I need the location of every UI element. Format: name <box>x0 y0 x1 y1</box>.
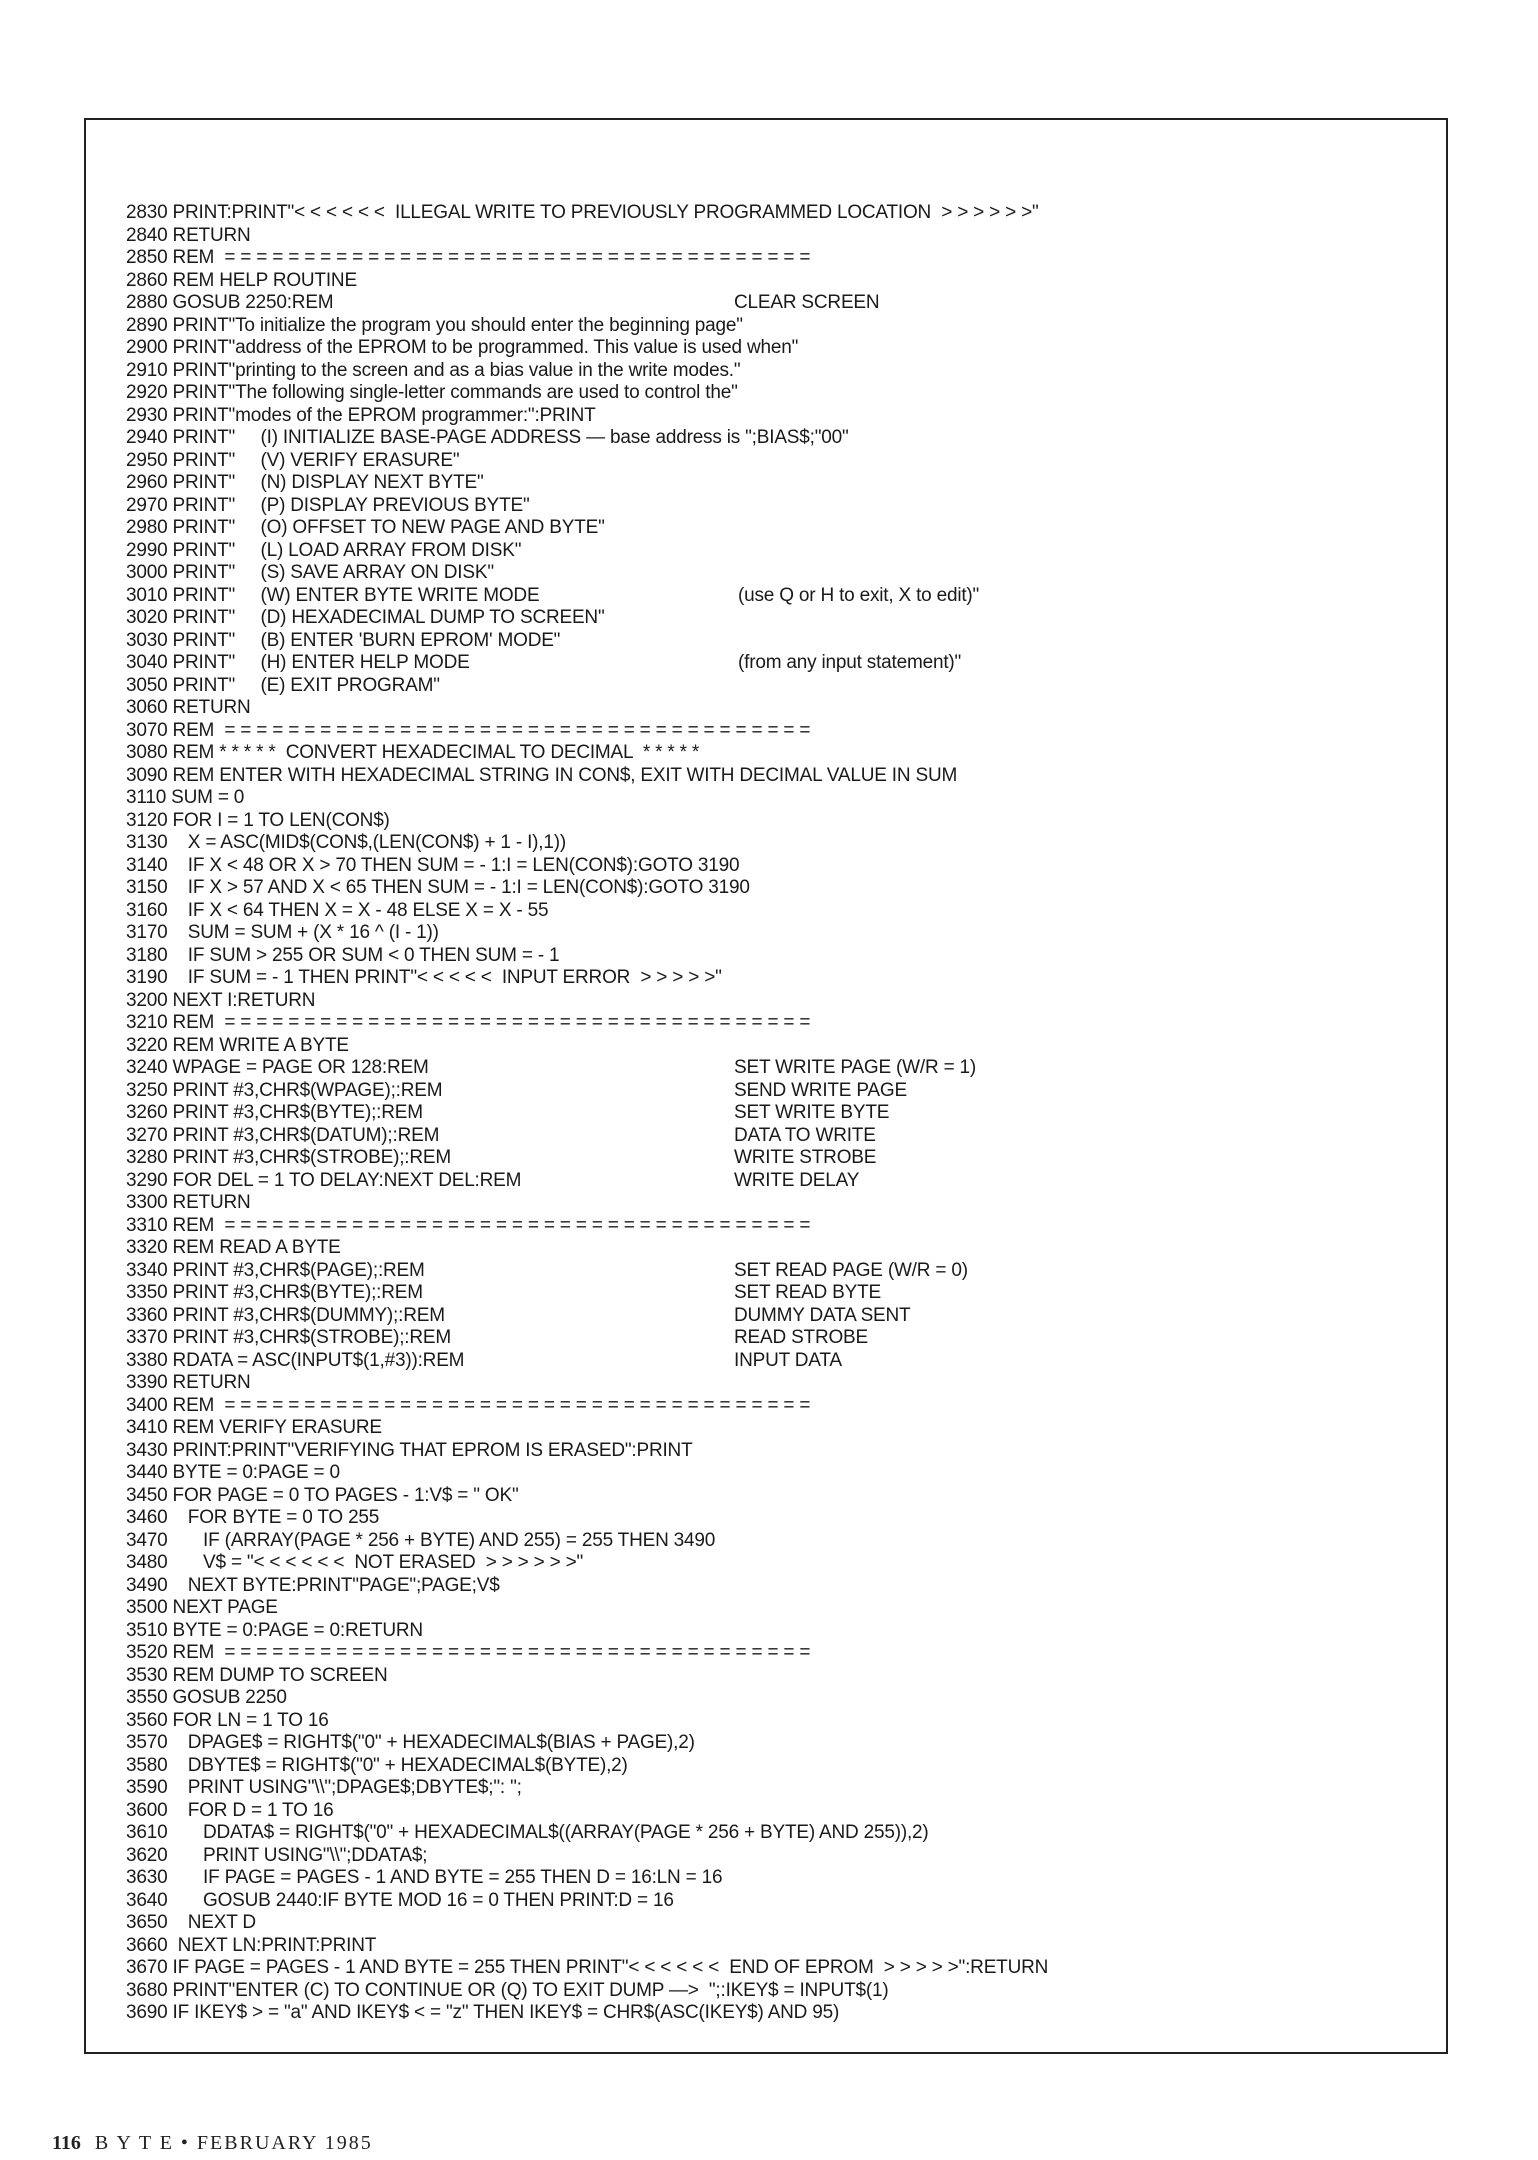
code-line <box>126 922 1426 945</box>
code-line <box>126 1012 1426 1035</box>
code-text: 2850 REM = = = = = = = = = = = = = = = = = = = = = = = = = = = = = = = = = = = = = <box>126 247 811 268</box>
code-line <box>126 382 1426 405</box>
code-line <box>126 1102 1426 1125</box>
code-text: 2880 GOSUB 2250:REM <box>126 292 334 313</box>
code-line <box>126 1237 1426 1260</box>
code-text: 3040 PRINT" (H) ENTER HELP MODE <box>126 652 470 673</box>
code-text: 3220 REM WRITE A BYTE <box>126 1034 349 1056</box>
code-line <box>126 1575 1426 1598</box>
code-line <box>126 1620 1426 1643</box>
code-text: 3400 REM = = = = = = = = = = = = = = = = = = = = = = = = = = = = = = = = = = = = = <box>126 1394 811 1416</box>
code-comment: READ STROBE <box>734 1327 868 1348</box>
code-line <box>126 1080 1426 1103</box>
code-comment: INPUT DATA <box>734 1349 842 1371</box>
code-text: 3300 RETURN <box>126 1192 251 1213</box>
code-line <box>126 697 1426 720</box>
code-text: 3480 V$ = "< < < < < < NOT ERASED > > > > > >" <box>126 1552 584 1573</box>
code-listing <box>126 202 1426 2025</box>
code-text: 3600 FOR D = 1 TO 16 <box>126 1799 334 1821</box>
code-text: 3450 FOR PAGE = 0 TO PAGES - 1:V$ = " OK" <box>126 1484 519 1506</box>
code-line <box>126 1980 1426 2003</box>
code-text: 3460 FOR BYTE = 0 TO 255 <box>126 1507 380 1528</box>
code-text: 3270 PRINT #3,CHR$(DATUM);:REM <box>126 1124 440 1146</box>
code-line <box>126 967 1426 990</box>
code-line <box>126 225 1426 248</box>
code-line <box>126 405 1426 428</box>
code-line <box>126 787 1426 810</box>
code-line <box>126 1395 1426 1418</box>
code-line <box>126 247 1426 270</box>
code-line <box>126 495 1426 518</box>
code-text: 2890 PRINT"To initialize the program you should enter the beginning page" <box>126 314 743 336</box>
code-text: 2910 PRINT"printing to the screen and as a bias value in the write modes." <box>126 359 741 381</box>
code-line <box>126 630 1426 653</box>
code-comment: DUMMY DATA SENT <box>734 1304 911 1326</box>
code-text: 3120 FOR I = 1 TO LEN(CON$) <box>126 809 390 831</box>
code-text: 2830 PRINT:PRINT"< < < < < < ILLEGAL WRITE TO PREVIOUSLY PROGRAMMED LOCATION > > > > > >" <box>126 202 1039 223</box>
code-line <box>126 292 1426 315</box>
code-text: 3030 PRINT" (B) ENTER 'BURN EPROM' MODE" <box>126 629 561 651</box>
page-number: 116 <box>52 2132 81 2154</box>
code-line <box>126 315 1426 338</box>
code-line <box>126 1147 1426 1170</box>
code-text: 2860 REM HELP ROUTINE <box>126 269 357 291</box>
code-text: 3620 PRINT USING"\\";DDATA$; <box>126 1844 428 1866</box>
code-line <box>126 1710 1426 1733</box>
code-text: 3560 FOR LN = 1 TO 16 <box>126 1709 329 1731</box>
code-text: 3190 IF SUM = - 1 THEN PRINT"< < < < < INPUT ERROR > > > > >" <box>126 967 722 988</box>
code-line <box>126 652 1426 675</box>
code-line <box>126 517 1426 540</box>
code-text: 3370 PRINT #3,CHR$(STROBE);:REM <box>126 1327 451 1348</box>
code-line <box>126 1462 1426 1485</box>
code-line <box>126 1057 1426 1080</box>
code-text: 3250 PRINT #3,CHR$(WPAGE);:REM <box>126 1079 443 1101</box>
code-line <box>126 472 1426 495</box>
code-text: 3210 REM = = = = = = = = = = = = = = = = = = = = = = = = = = = = = = = = = = = = = <box>126 1012 811 1033</box>
code-line <box>126 202 1426 225</box>
code-text: 3260 PRINT #3,CHR$(BYTE);:REM <box>126 1102 423 1123</box>
code-line <box>126 855 1426 878</box>
code-line <box>126 1777 1426 1800</box>
code-line <box>126 562 1426 585</box>
code-line <box>126 1260 1426 1283</box>
code-comment: DATA TO WRITE <box>734 1124 876 1146</box>
code-line <box>126 1530 1426 1553</box>
code-text: 2970 PRINT" (P) DISPLAY PREVIOUS BYTE" <box>126 494 530 516</box>
code-text: 3350 PRINT #3,CHR$(BYTE);:REM <box>126 1282 423 1303</box>
code-line <box>126 1170 1426 1193</box>
code-text: 3680 PRINT"ENTER (C) TO CONTINUE OR (Q) TO EXIT DUMP —> ";:IKEY$ = INPUT$(1) <box>126 1979 889 2001</box>
code-line <box>126 945 1426 968</box>
code-line <box>126 1597 1426 1620</box>
code-line <box>126 900 1426 923</box>
code-line <box>126 1957 1426 1980</box>
code-text: 3310 REM = = = = = = = = = = = = = = = = = = = = = = = = = = = = = = = = = = = = = <box>126 1214 811 1236</box>
code-line <box>126 270 1426 293</box>
code-line <box>126 360 1426 383</box>
code-text: 2920 PRINT"The following single-letter commands are used to control the" <box>126 382 738 403</box>
code-line <box>126 607 1426 630</box>
code-text: 3050 PRINT" (E) EXIT PROGRAM" <box>126 674 440 696</box>
code-line <box>126 877 1426 900</box>
code-line <box>126 1687 1426 1710</box>
code-line <box>126 1215 1426 1238</box>
code-text: 2940 PRINT" (I) INITIALIZE BASE-PAGE ADDRESS — base address is ";BIAS$;"00" <box>126 427 849 448</box>
listing-frame <box>84 118 1448 2054</box>
code-line <box>126 1642 1426 1665</box>
code-text: 3630 IF PAGE = PAGES - 1 AND BYTE = 255 THEN D = 16:LN = 16 <box>126 1867 723 1888</box>
code-line <box>126 1755 1426 1778</box>
code-text: 3670 IF PAGE = PAGES - 1 AND BYTE = 255 THEN PRINT"< < < < < < END OF EPROM > > > > >":RETURN <box>126 1957 1049 1978</box>
code-line <box>126 1867 1426 1890</box>
code-line <box>126 1372 1426 1395</box>
code-line <box>126 1282 1426 1305</box>
code-line <box>126 1912 1426 1935</box>
code-text: 3080 REM * * * * * CONVERT HEXADECIMAL TO DECIMAL * * * * * <box>126 742 700 763</box>
code-text: 3360 PRINT #3,CHR$(DUMMY);:REM <box>126 1304 445 1326</box>
code-text: 3110 SUM = 0 <box>126 787 245 808</box>
code-text: 3410 REM VERIFY ERASURE <box>126 1417 382 1438</box>
code-line <box>126 720 1426 743</box>
code-text: 3490 NEXT BYTE:PRINT"PAGE";PAGE;V$ <box>126 1574 500 1596</box>
code-text: 3470 IF (ARRAY(PAGE * 256 + BYTE) AND 255) = 255 THEN 3490 <box>126 1529 716 1551</box>
code-text: 2950 PRINT" (V) VERIFY ERASURE" <box>126 449 460 471</box>
code-line <box>126 450 1426 473</box>
code-line <box>126 1350 1426 1373</box>
code-line <box>126 1327 1426 1350</box>
code-line <box>126 1800 1426 1823</box>
code-text: 3640 GOSUB 2440:IF BYTE MOD 16 = 0 THEN PRINT:D = 16 <box>126 1889 674 1911</box>
code-text: 3280 PRINT #3,CHR$(STROBE);:REM <box>126 1147 451 1168</box>
code-text: 2980 PRINT" (O) OFFSET TO NEW PAGE AND BYTE" <box>126 517 605 538</box>
publication-line: B Y T E • FEBRUARY 1985 <box>94 2132 373 2154</box>
code-line <box>126 1845 1426 1868</box>
code-text: 2840 RETURN <box>126 224 251 246</box>
code-text: 3520 REM = = = = = = = = = = = = = = = = = = = = = = = = = = = = = = = = = = = = = <box>126 1642 811 1663</box>
code-text: 3000 PRINT" (S) SAVE ARRAY ON DISK" <box>126 562 494 583</box>
code-text: 3550 GOSUB 2250 <box>126 1687 287 1708</box>
code-line <box>126 1732 1426 1755</box>
code-text: 3200 NEXT I:RETURN <box>126 989 316 1011</box>
code-comment: WRITE DELAY <box>734 1169 860 1191</box>
code-line <box>126 337 1426 360</box>
code-line <box>126 1417 1426 1440</box>
code-text: 3060 RETURN <box>126 697 251 718</box>
code-line <box>126 990 1426 1013</box>
code-line <box>126 832 1426 855</box>
code-comment: WRITE STROBE <box>734 1147 877 1168</box>
code-text: 3590 PRINT USING"\\";DPAGE$;DBYTE$;": "; <box>126 1777 522 1798</box>
code-comment: CLEAR SCREEN <box>734 292 880 313</box>
code-text: 3150 IF X > 57 AND X < 65 THEN SUM = - 1:I = LEN(CON$):GOTO 3190 <box>126 877 750 898</box>
code-line <box>126 427 1426 450</box>
code-text: 3180 IF SUM > 255 OR SUM < 0 THEN SUM = - 1 <box>126 944 560 966</box>
code-text: 3440 BYTE = 0:PAGE = 0 <box>126 1462 340 1483</box>
code-text: 3020 PRINT" (D) HEXADECIMAL DUMP TO SCREEN" <box>126 607 605 628</box>
code-line <box>126 2002 1426 2025</box>
code-line <box>126 1665 1426 1688</box>
code-line <box>126 765 1426 788</box>
code-comment: SET READ BYTE <box>734 1282 881 1303</box>
code-line <box>126 1192 1426 1215</box>
code-text: 2900 PRINT"address of the EPROM to be programmed. This value is used when" <box>126 337 799 358</box>
code-line <box>126 1440 1426 1463</box>
code-line <box>126 585 1426 608</box>
code-line <box>126 810 1426 833</box>
code-line <box>126 1125 1426 1148</box>
page-footer <box>52 2132 373 2155</box>
code-text: 3160 IF X < 64 THEN X = X - 48 ELSE X = X - 55 <box>126 899 549 921</box>
code-text: 3660 NEXT LN:PRINT:PRINT <box>126 1934 377 1956</box>
code-text: 3650 NEXT D <box>126 1912 256 1933</box>
code-text: 3340 PRINT #3,CHR$(PAGE);:REM <box>126 1259 425 1281</box>
code-text: 3070 REM = = = = = = = = = = = = = = = = = = = = = = = = = = = = = = = = = = = = = <box>126 719 811 741</box>
code-text: 2930 PRINT"modes of the EPROM programmer:":PRINT <box>126 404 596 426</box>
code-text: 3130 X = ASC(MID$(CON$,(LEN(CON$) + 1 - I),1)) <box>126 832 566 853</box>
code-text: 2960 PRINT" (N) DISPLAY NEXT BYTE" <box>126 472 484 493</box>
code-text: 3010 PRINT" (W) ENTER BYTE WRITE MODE <box>126 584 540 606</box>
code-line <box>126 1822 1426 1845</box>
code-line <box>126 1305 1426 1328</box>
code-comment: (from any input statement)" <box>738 652 962 673</box>
code-text: 3380 RDATA = ASC(INPUT$(1,#3)):REM <box>126 1349 465 1371</box>
code-text: 2990 PRINT" (L) LOAD ARRAY FROM DISK" <box>126 539 522 561</box>
code-text: 3690 IF IKEY$ > = "a" AND IKEY$ < = "z" THEN IKEY$ = CHR$(ASC(IKEY$) AND 95) <box>126 2002 840 2023</box>
code-comment: (use Q or H to exit, X to edit)" <box>738 584 980 606</box>
code-comment: SET WRITE BYTE <box>734 1102 890 1123</box>
code-line <box>126 1935 1426 1958</box>
code-text: 3170 SUM = SUM + (X * 16 ^ (I - 1)) <box>126 922 439 943</box>
code-line <box>126 1485 1426 1508</box>
code-text: 3500 NEXT PAGE <box>126 1597 278 1618</box>
code-line <box>126 540 1426 563</box>
code-text: 3240 WPAGE = PAGE OR 128:REM <box>126 1057 429 1078</box>
code-text: 3390 RETURN <box>126 1372 251 1393</box>
code-line <box>126 675 1426 698</box>
code-text: 3510 BYTE = 0:PAGE = 0:RETURN <box>126 1619 423 1641</box>
code-comment: SET READ PAGE (W/R = 0) <box>734 1259 968 1281</box>
code-line <box>126 1035 1426 1058</box>
code-text: 3320 REM READ A BYTE <box>126 1237 341 1258</box>
code-text: 3140 IF X < 48 OR X > 70 THEN SUM = - 1:I = LEN(CON$):GOTO 3190 <box>126 854 740 876</box>
code-text: 3610 DDATA$ = RIGHT$("0" + HEXADECIMAL$((ARRAY(PAGE * 256 + BYTE) AND 255)),2) <box>126 1822 929 1843</box>
code-text: 3430 PRINT:PRINT"VERIFYING THAT EPROM IS ERASED":PRINT <box>126 1439 693 1461</box>
code-line <box>126 1552 1426 1575</box>
code-line <box>126 1507 1426 1530</box>
code-text: 3580 DBYTE$ = RIGHT$("0" + HEXADECIMAL$(BYTE),2) <box>126 1754 628 1776</box>
code-line <box>126 1890 1426 1913</box>
code-text: 3530 REM DUMP TO SCREEN <box>126 1664 388 1686</box>
code-comment: SEND WRITE PAGE <box>734 1079 907 1101</box>
code-line <box>126 742 1426 765</box>
code-text: 3290 FOR DEL = 1 TO DELAY:NEXT DEL:REM <box>126 1169 522 1191</box>
code-text: 3090 REM ENTER WITH HEXADECIMAL STRING IN CON$, EXIT WITH DECIMAL VALUE IN SUM <box>126 764 958 786</box>
code-comment: SET WRITE PAGE (W/R = 1) <box>734 1057 977 1078</box>
code-text: 3570 DPAGE$ = RIGHT$("0" + HEXADECIMAL$(BIAS + PAGE),2) <box>126 1732 695 1753</box>
